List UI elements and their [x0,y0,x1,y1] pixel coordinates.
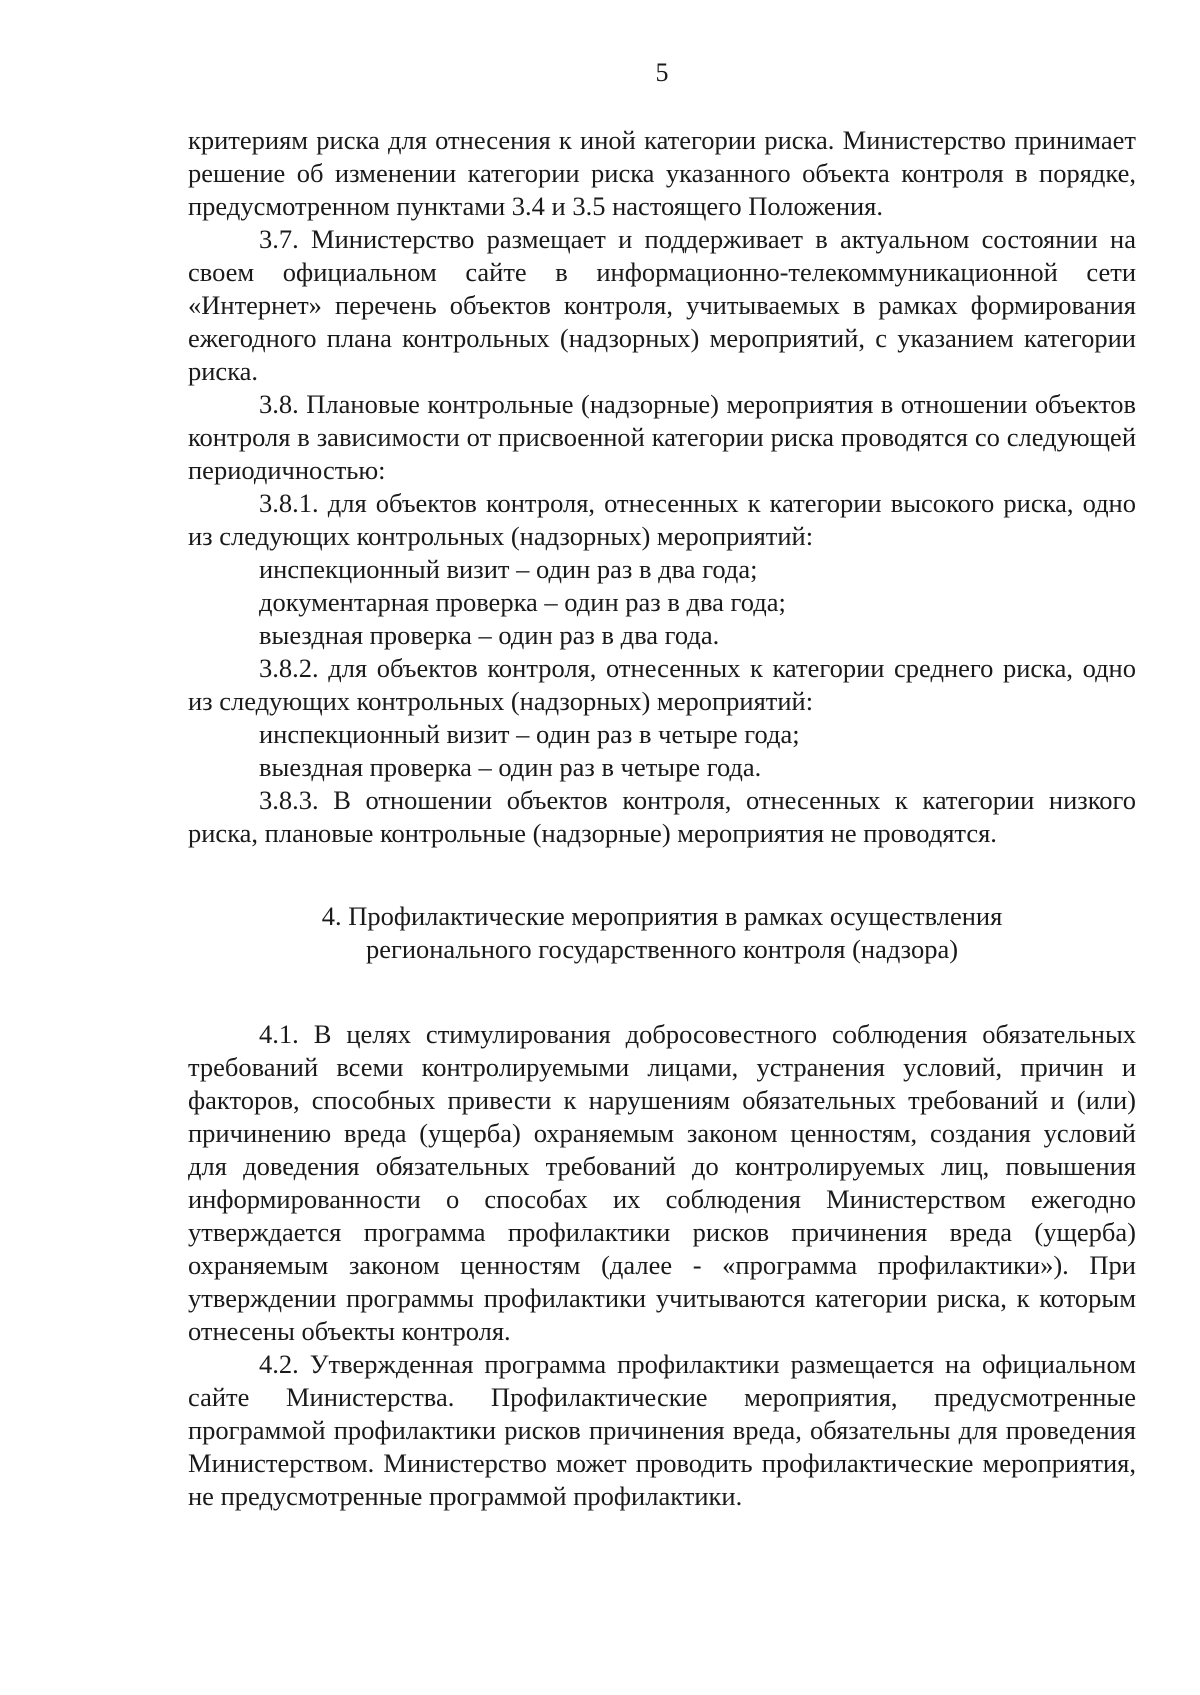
paragraphs-after-section [188,1018,1136,1513]
section-heading [188,900,1136,966]
paragraph: критериям риска для отнесения к иной категории риска. Министерство принимает решение об изменении категории риска указанного объекта контроля в порядке, предусмотренном пунктами 3.4 и 3.5 настоящего Положения. [188,125,1136,221]
list-item: инспекционный визит – один раз в четыре года; [259,719,800,749]
section-heading-line-2: регионального государственного контроля (надзора) [365,934,959,964]
document-body [188,124,1136,1513]
paragraph: 3.8.2. для объектов контроля, отнесенных к категории среднего риска, одно из следующих контрольных (надзорных) мероприятий: [188,653,1136,716]
document-page [188,58,1136,1513]
section-heading-line-1: 4. Профилактические мероприятия в рамках осуществления [321,901,1003,931]
list-item: инспекционный визит – один раз в два года; [259,554,758,584]
list-item: документарная проверка – один раз в два года; [259,587,786,617]
paragraph: 3.8. Плановые контрольные (надзорные) мероприятия в отношении объектов контроля в зависимости от присвоенной категории риска проводятся со следующей периодичностью: [188,389,1136,485]
paragraph: 4.1. В целях стимулирования добросовестного соблюдения обязательных требований всеми контролируемыми лицами, устранения условий, причин и факторов, способных привести к нарушениям обязательных требований и (или) причинению вреда (ущерба) охраняемым законом ценностям, создания условий для доведения обязательных требований до контролируемых лиц, повышения информированности о способах их соблюдения Министерством ежегодно утверждается программа профилактики рисков причинения вреда (ущерба) охраняемым законом ценностям (далее - «программа профилактики»). При утверждении программы профилактики учитываются категории риска, к которым отнесены объекты контроля. [188,1019,1136,1346]
paragraphs-before-section [188,124,1136,850]
list-item: выездная проверка – один раз в два года. [259,620,720,650]
list-item: выездная проверка – один раз в четыре года. [259,752,762,782]
paragraph: 4.2. Утвержденная программа профилактики размещается на официальном сайте Министерства. Профилактические мероприятия, предусмотренные программой профилактики рисков причинения вреда, обязательны для проведения Министерством. Министерство может проводить профилактические мероприятия, не предусмотренные программой профилактики. [188,1349,1136,1511]
page-number: 5 [655,58,669,87]
paragraph: 3.7. Министерство размещает и поддерживает в актуальном состоянии на своем официальном сайте в информационно-телекоммуникационной сети «Интернет» перечень объектов контроля, учитываемых в рамках формирования ежегодного плана контрольных (надзорных) мероприятий, с указанием категории риска. [188,224,1136,386]
paragraph: 3.8.3. В отношении объектов контроля, отнесенных к категории низкого риска, плановые контрольные (надзорные) мероприятия не проводятся. [188,785,1136,848]
paragraph: 3.8.1. для объектов контроля, отнесенных к категории высокого риска, одно из следующих контрольных (надзорных) мероприятий: [188,488,1136,551]
